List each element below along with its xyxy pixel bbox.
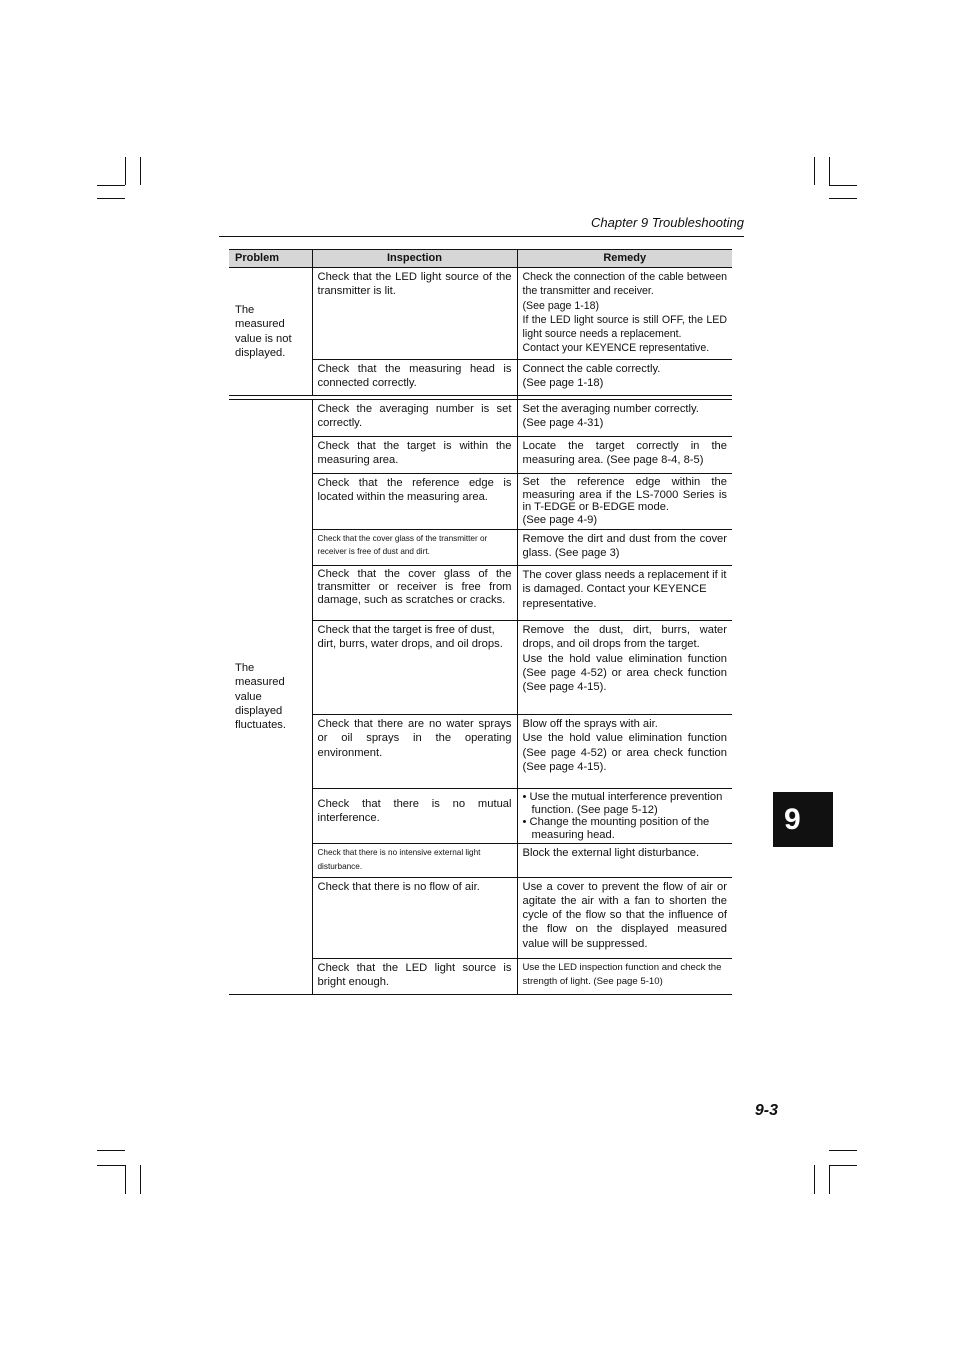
remedy-cell [517, 715, 732, 789]
remedy-cell [517, 958, 732, 994]
remedy-cell [517, 360, 732, 396]
chapter-tab: 9 [773, 792, 833, 847]
remedy-cell [517, 789, 732, 844]
page-number: 9-3 [754, 1102, 778, 1119]
remedy-line: Blow off the sprays with air. [522, 718, 658, 730]
remedy-cell [517, 268, 732, 360]
remedy-line: Use the LED inspection function and check the strength of light. (See page 5-10) [522, 961, 722, 987]
crop-mark [97, 1150, 125, 1151]
crop-mark [125, 157, 126, 185]
remedy-cell [517, 621, 732, 715]
crop-mark [829, 157, 830, 185]
remedy-cell [517, 474, 732, 530]
remedy-line: Check the connection of the cable between the transmitter and receiver. [522, 271, 727, 298]
inspection-cell: Check that the cover glass of the transmitter or receiver is free from damage, such as scratches or cracks. [312, 566, 517, 621]
header-rule [219, 236, 744, 237]
inspection-cell: Check that the LED light source of the transmitter is lit. [312, 268, 517, 360]
remedy-line: Contact your KEYENCE representative. [522, 342, 710, 355]
crop-mark [814, 157, 815, 185]
crop-mark [829, 1165, 857, 1166]
remedy-line: Block the external light disturbance. [522, 847, 700, 859]
table-row [229, 400, 732, 437]
crop-mark [140, 157, 141, 185]
remedy-cell [517, 530, 732, 566]
crop-mark [829, 1150, 857, 1151]
inspection-cell: Check that there is no intensive external light disturbance. [312, 844, 517, 878]
remedy-line: (See page 4-31) [522, 417, 604, 430]
crop-mark [97, 185, 125, 186]
remedy-line: Use the hold value elimination function (See page 4-52) or area check function (See page 4-15). [522, 732, 727, 773]
inspection-cell: Check that the measuring head is connected correctly. [312, 360, 517, 396]
crop-mark [829, 1165, 830, 1194]
remedy-line: (See page 1-18) [522, 377, 604, 390]
column-header-problem: Problem [229, 250, 312, 268]
remedy-line: Use a cover to prevent the flow of air or agitate the air with a fan to shorten the cycle of the flow so that the influence of the flow on the displayed measured value will be suppressed. [522, 880, 727, 950]
remedy-bullet: • Change the mounting position of the measuring head. [522, 816, 710, 841]
remedy-line: Use the hold value elimination function (See page 4-52) or area check function (See page 4-15). [522, 652, 727, 694]
remedy-cell [517, 400, 732, 437]
crop-mark [829, 198, 857, 199]
remedy-bullet: • Use the mutual interference prevention function. (See page 5-12) [522, 791, 723, 816]
remedy-line: Locate the target correctly in the measuring area. (See page 8-4, 8-5) [522, 440, 727, 467]
remedy-line: (See page 1-18) [522, 299, 600, 312]
remedy-cell [517, 437, 732, 474]
remedy-line: The cover glass needs a replacement if it is damaged. Contact your KEYENCE representative. [522, 569, 727, 610]
column-header-inspection: Inspection [312, 250, 517, 268]
troubleshooting-table [229, 249, 732, 995]
crop-mark [97, 198, 125, 199]
inspection-cell: Check that the target is free of dust, dirt, burrs, water drops, and oil drops. [312, 621, 517, 715]
problem-cell: The measured value is not displayed. [229, 268, 312, 396]
crop-mark [125, 1165, 126, 1194]
remedy-cell [517, 844, 732, 878]
inspection-cell: Check that the cover glass of the transmitter or receiver is free of dust and dirt. [312, 530, 517, 566]
column-header-remedy: Remedy [517, 250, 732, 268]
remedy-line: Remove the dust, dirt, burrs, water drops, and oil drops from the target. [522, 624, 727, 651]
problem-cell: The measured value displayed fluctuates. [229, 400, 312, 995]
remedy-line: Remove the dirt and dust from the cover glass. (See page 3) [522, 533, 727, 560]
remedy-line: (See page 4-9) [522, 513, 598, 526]
crop-mark [814, 1165, 815, 1194]
table-header-row [229, 250, 732, 268]
inspection-cell: Check that the target is within the measuring area. [312, 437, 517, 474]
crop-mark [829, 185, 857, 186]
inspection-cell: Check the averaging number is set correctly. [312, 400, 517, 437]
inspection-cell: Check that there are no water sprays or oil sprays in the operating environment. [312, 715, 517, 789]
crop-mark [140, 1165, 141, 1194]
remedy-line: Set the reference edge within the measuring area if the LS-7000 Series is in T-EDGE or B-EDGE mode. [522, 476, 727, 513]
crop-mark [97, 1165, 125, 1166]
remedy-cell [517, 566, 732, 621]
inspection-cell: Check that there is no flow of air. [312, 877, 517, 958]
inspection-cell: Check that there is no mutual interference. [312, 789, 517, 844]
table-row [229, 268, 732, 360]
chapter-header: Chapter 9 Troubleshooting [591, 215, 744, 230]
remedy-line: Connect the cable correctly. [522, 363, 661, 375]
remedy-line: Set the averaging number correctly. [522, 403, 699, 415]
inspection-cell: Check that the LED light source is bright enough. [312, 958, 517, 994]
remedy-cell [517, 877, 732, 958]
remedy-line: If the LED light source is still OFF, the LED light source needs a replacement. [522, 313, 727, 341]
inspection-cell: Check that the reference edge is located within the measuring area. [312, 474, 517, 530]
